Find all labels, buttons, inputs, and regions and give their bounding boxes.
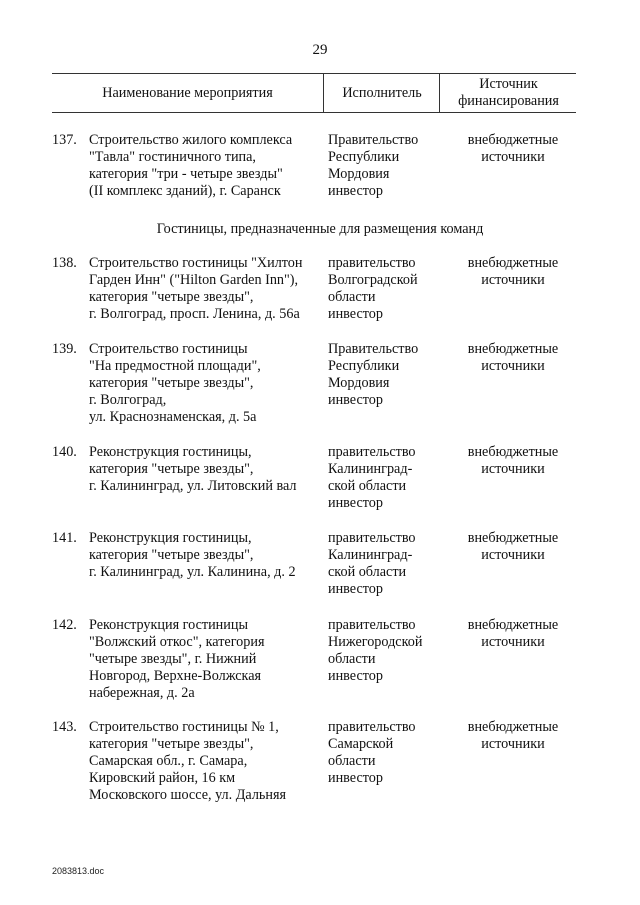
row-funding: внебюджетные источники: [467, 255, 559, 288]
row-number: 142.: [52, 617, 77, 633]
row-number: 139.: [52, 341, 77, 357]
row-number: 140.: [52, 444, 77, 460]
header-executor: Исполнитель: [323, 74, 440, 112]
row-funding: внебюджетные источники: [467, 132, 559, 165]
row-executor: Правительство Республики Мордовия инвестор: [328, 341, 419, 408]
row-funding: внебюджетные источники: [467, 719, 559, 752]
row-executor: правительство Калининград- ской области инвестор: [328, 530, 416, 597]
row-executor: правительство Волгоградской области инвестор: [328, 255, 418, 322]
row-funding: внебюджетные источники: [467, 617, 559, 650]
section-title: Гостиницы, предназначенные для размещения команд: [156, 221, 484, 237]
document-filename: 2083813.doc: [52, 866, 105, 876]
page-number: 29: [312, 42, 328, 58]
row-funding: внебюджетные источники: [467, 444, 559, 477]
row-number: 143.: [52, 719, 77, 735]
row-executor: Правительство Республики Мордовия инвестор: [328, 132, 419, 199]
row-funding: внебюджетные источники: [467, 530, 559, 563]
row-executor: правительство Нижегородской области инвестор: [328, 617, 423, 684]
row-number: 141.: [52, 530, 77, 546]
row-name: Реконструкция гостиницы, категория "четыре звезды", г. Калининград, ул. Калинина, д. 2: [89, 530, 296, 580]
row-number: 137.: [52, 132, 77, 148]
header-name: Наименование мероприятия: [102, 84, 273, 101]
row-number: 138.: [52, 255, 77, 271]
row-name: Строительство гостиницы № 1, категория "четыре звезды", Самарская обл., г. Самара, Кировский район, 16 км Московского шоссе, ул. Дальняя: [89, 719, 287, 803]
row-executor: правительство Калининград- ской области инвестор: [328, 444, 416, 511]
table-header: [52, 73, 576, 113]
row-executor: правительство Самарской области инвестор: [328, 719, 416, 786]
row-name: Реконструкция гостиницы "Волжский откос", категория "четыре звезды", г. Нижний Новгород, Верхне-Волжская набережная, д. 2а: [89, 617, 265, 701]
row-name: Строительство гостиницы "На предмостной площади", категория "четыре звезды", г. Волгоград, ул. Краснознаменская, д. 5а: [89, 341, 261, 425]
row-funding: внебюджетные источники: [467, 341, 559, 374]
row-name: Строительство жилого комплекса "Тавла" гостиничного типа, категория "три - четыре звезды" (II комплекс зданий), г. Саранск: [89, 132, 293, 199]
row-name: Строительство гостиницы "Хилтон Гарден Инн" ("Hilton Garden Inn"), категория "четыре звезды", г. Волгоград, просп. Ленина, д. 56а: [89, 255, 303, 322]
row-name: Реконструкция гостиницы, категория "четыре звезды", г. Калининград, ул. Литовский вал: [89, 444, 297, 494]
header-funding: Источник финансирования: [439, 74, 577, 112]
